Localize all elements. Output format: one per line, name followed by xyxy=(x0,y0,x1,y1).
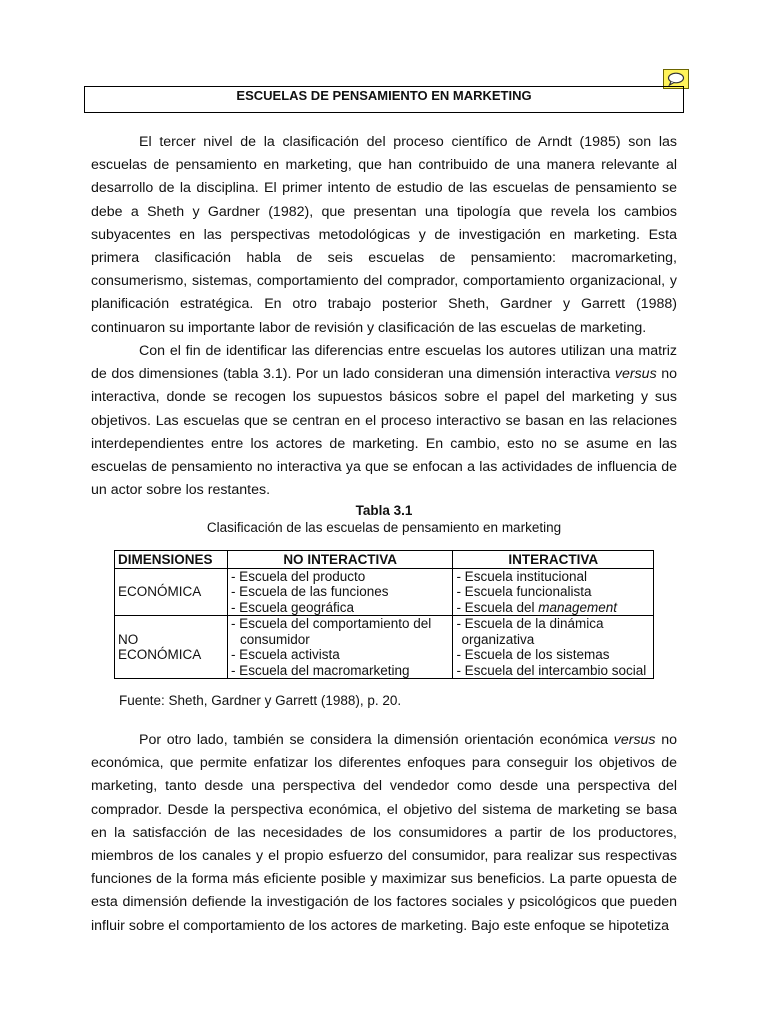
paragraph-2-part-a: Con el fin de identificar las diferencias entre escuelas los autores utilizan una matriz de dos dimensiones (tabla 3.1). Por un lado consideran una dimensión interactiva xyxy=(91,343,677,383)
paragraph-3-emphasis: versus xyxy=(613,732,656,748)
list-item: - Escuela de la dinámica organizativa xyxy=(456,616,604,647)
section-title: ESCUELAS DE PENSAMIENTO EN MARKETING xyxy=(236,88,532,103)
cell-economica-interactiva xyxy=(453,568,654,616)
paragraph-3 xyxy=(91,729,677,938)
list-item: - Escuela del comportamiento del consumidor xyxy=(230,616,432,647)
header-no-interactiva: NO INTERACTIVA xyxy=(227,551,453,569)
cell-no-economica-no-interactiva xyxy=(227,616,453,679)
list-item: - Escuela activista xyxy=(230,647,340,662)
list-item: - Escuela del macromarketing xyxy=(230,662,410,678)
dimension-line: NO xyxy=(118,631,139,647)
table-caption-subtitle: Clasificación de las escuelas de pensamiento en marketing xyxy=(206,520,562,535)
list-item-prefix: - Escuela del xyxy=(456,599,539,615)
list-item: - Escuela funcionalista xyxy=(456,584,592,599)
paragraph-3-part-b: no económica, que permite enfatizar los diferentes enfoques para conseguir los objetivos de marketing, tanto desde una perspectiva del vendedor como desde una perspectiva del comprador. Desde la perspectiva económica, el objetivo del sistema de marketing se basa en la satisfacción de las necesidades de los consumidores a partir de los productores, miembros de los canales y el propio esfuerzo del consumidor, para realizar sus respectivas funciones de la forma más eficiente posible y maximizar sus beneficios. La parte opuesta de esta dimensión defiende la investigación de los factores sociales y psicológicos que pueden influir sobre el comportamiento de los actores de marketing. Bajo este enfoque se hipotetiza xyxy=(91,732,677,934)
dimension-no-economica xyxy=(115,616,228,679)
comment-bubble-icon xyxy=(667,72,685,86)
table-row-no-economica xyxy=(115,616,654,679)
cell-economica-no-interactiva xyxy=(227,568,453,616)
section-title-box xyxy=(84,86,684,113)
list-item: - Escuela geográfica xyxy=(230,599,355,615)
paragraph-2-part-b: no interactiva, donde se recogen los supuestos básicos sobre el papel del marketing y sus objetivos. Las escuelas que se centran en el proceso interactivo se basan en las relaciones interdependientes entre los actores de marketing. En cambio, esto no se asume en las escuelas de pensamiento no interactiva ya que se enfocan a las actividades de influencia de un actor sobre los restantes. xyxy=(91,366,678,499)
list-item: - Escuela del producto xyxy=(230,568,366,584)
paragraph-3-part-a: Por otro lado, también se considera la dimensión orientación económica xyxy=(139,732,614,748)
list-item: - Escuela de los sistemas xyxy=(456,647,610,662)
header-interactiva: INTERACTIVA xyxy=(453,551,654,569)
table-source: Fuente: Sheth, Gardner y Garrett (1988), p. 20. xyxy=(119,693,402,708)
schools-table xyxy=(114,550,654,679)
table-row-economica xyxy=(115,568,654,616)
list-item: - Escuela del intercambio social xyxy=(456,662,647,678)
dimension-line: ECONÓMICA xyxy=(118,647,202,662)
list-item-emphasis: management xyxy=(538,599,618,615)
paragraph-2-emphasis: versus xyxy=(614,366,657,383)
paragraph-2 xyxy=(91,340,677,502)
header-dimensiones: DIMENSIONES xyxy=(115,551,228,569)
list-item xyxy=(456,600,650,616)
table-header-row xyxy=(115,551,654,569)
cell-no-economica-interactiva xyxy=(453,616,654,679)
dimension-economica: ECONÓMICA xyxy=(115,568,228,616)
list-item: - Escuela de las funciones xyxy=(230,584,389,599)
paragraph-1: El tercer nivel de la clasificación del proceso científico de Arndt (1985) son las escuelas de pensamiento en marketing, que han contribuido de una manera relevante al desarrollo de la disciplina. El primer intento de estudio de las escuelas de pensamiento se debe a Sheth y Gardner (1982), que presentan una tipología que revela los cambios subyacentes en las perspectivas metodológicas y de investigación en marketing. Esta primera clasificación habla de seis escuelas de pensamiento: macromarketing, consumerismo, sistemas, comportamiento del comprador, comportamiento organizacional, y planificación estratégica. En otro trabajo posterior Sheth, Gardner y Garrett (1988) continuaron su importante labor de revisión y clasificación de las escuelas de marketing. xyxy=(91,134,677,336)
list-item: - Escuela institucional xyxy=(456,568,588,584)
table-caption-title: Tabla 3.1 xyxy=(355,503,413,518)
